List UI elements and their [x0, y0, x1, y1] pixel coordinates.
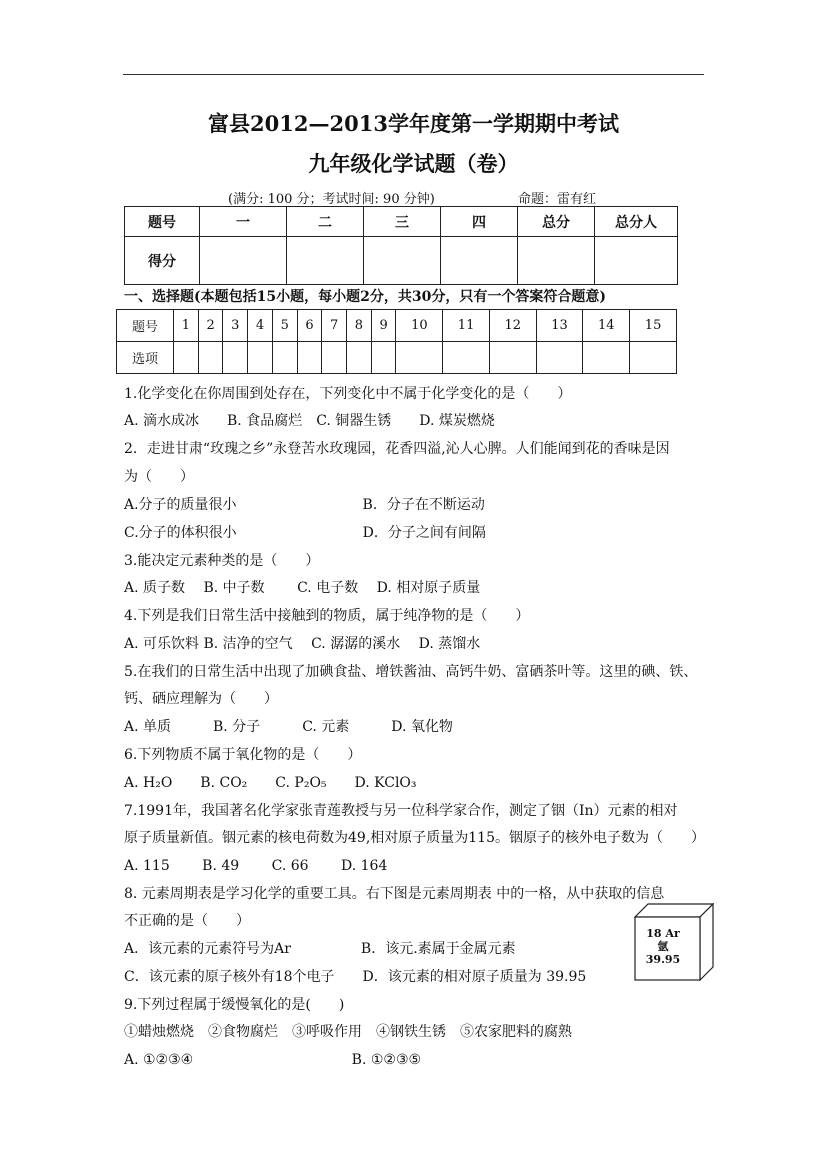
question-line: 5.在我们的日常生活中出现了加碘食盐、增铁酱油、高钙牛奶、富硒茶叶等。这里的碘、铁、	[124, 664, 698, 680]
score-header-cell: 一	[200, 207, 287, 237]
answer-input-cell[interactable]	[198, 342, 223, 374]
answer-number: 6	[297, 310, 322, 342]
question-options: A. H₂O B. CO₂ C. P₂O₅ D. KClO₃	[124, 775, 417, 791]
answer-table	[116, 309, 677, 374]
answer-number: 13	[536, 310, 583, 342]
score-row-label: 得分	[125, 237, 200, 285]
answer-input-cell[interactable]	[248, 342, 273, 374]
question-line: 6.下列物质不属于氧化物的是（ ）	[124, 747, 362, 763]
exam-subtitle: 九年级化学试题（卷）	[308, 151, 519, 176]
question-options: A. 可乐饮料 B. 洁净的空气 C. 潺潺的溪水 D. 蒸馏水	[124, 636, 481, 652]
answer-input-cell[interactable]	[536, 342, 583, 374]
question-line: 原子质量新值。铟元素的核电荷数为49,相对原子质量为115。铟原子的核外电子数为（ ）	[124, 830, 705, 846]
score-input-cell[interactable]	[518, 237, 595, 285]
score-table	[124, 206, 678, 285]
answer-number: 8	[347, 310, 372, 342]
answer-number: 5	[272, 310, 297, 342]
question-line: 4.下列是我们日常生活中接触到的物质，属于纯净物的是（ ）	[124, 608, 530, 624]
score-header-cell: 总分人	[595, 207, 678, 237]
answer-input-cell[interactable]	[489, 342, 536, 374]
question-line: 2．走进甘肃“玫瑰之乡”永登苦水玫瑰园，花香四溢,沁人心脾。人们能闻到花的香味是因	[124, 441, 670, 457]
question-options: A. 质子数 B. 中子数 C. 电子数 D. 相对原子质量	[124, 580, 481, 596]
answer-number: 7	[322, 310, 347, 342]
question-options: A．该元素的元素符号为Ar B．该元.素属于金属元素	[124, 941, 516, 957]
score-input-cell[interactable]	[200, 237, 287, 285]
answer-number: 14	[583, 310, 630, 342]
question-line: 7.1991年，我国著名化学家张青莲教授与另一位科学家合作，测定了铟（In）元素的相对	[124, 803, 678, 819]
score-input-cell[interactable]	[364, 237, 441, 285]
score-header-cell: 三	[364, 207, 441, 237]
question-line: ①蜡烛燃烧 ②食物腐烂 ③呼吸作用 ④钢铁生锈 ⑤农家肥料的腐熟	[124, 1024, 572, 1040]
question-options: A. 单质 B. 分子 C. 元素 D. 氧化物	[124, 719, 453, 735]
periodic-cell-name: 氩	[657, 940, 669, 953]
question-options: A.分子的质量很小 B．分子在不断运动	[124, 497, 485, 513]
question-line: 为（ ）	[124, 469, 194, 485]
question-options: A. 滴水成冰 B. 食品腐烂 C. 铜器生锈 D. 煤炭燃烧	[124, 413, 495, 429]
answer-number: 9	[371, 310, 396, 342]
answer-number: 2	[198, 310, 223, 342]
question-line: 不正确的是（ ）	[124, 913, 250, 929]
answer-number: 4	[248, 310, 273, 342]
answer-number: 11	[443, 310, 490, 342]
periodic-cell-number-symbol: 18 Ar	[646, 927, 680, 940]
question-options: A. 115 B. 49 C. 66 D. 164	[124, 858, 388, 874]
answer-number: 12	[489, 310, 536, 342]
answer-number: 15	[630, 310, 677, 342]
question-options: C.分子的体积很小 D．分子之间有间隔	[124, 525, 486, 541]
answer-input-cell[interactable]	[297, 342, 322, 374]
answer-input-cell[interactable]	[396, 342, 443, 374]
question-options: A. ①②③④ B. ①②③⑤	[124, 1052, 422, 1068]
question-line: 1.化学变化在你周围到处存在，下列变化中不属于化学变化的是（ ）	[124, 386, 572, 402]
periodic-cell-text	[636, 927, 690, 966]
answer-input-cell[interactable]	[443, 342, 490, 374]
question-line: 钙、硒应理解为（ ）	[124, 691, 278, 707]
score-header-cell: 四	[441, 207, 518, 237]
answer-number: 3	[223, 310, 248, 342]
exam-author: 命题：雷有红	[518, 192, 597, 207]
top-rule	[123, 74, 704, 75]
answer-input-cell[interactable]	[322, 342, 347, 374]
score-input-cell[interactable]	[287, 237, 364, 285]
section-heading: 一、选择题(本题包括15小题，每小题2分，共30分，只有一个答案符合题意)	[124, 289, 606, 305]
score-header-cell: 二	[287, 207, 364, 237]
answer-input-cell[interactable]	[583, 342, 630, 374]
periodic-cell-mass: 39.95	[645, 953, 681, 966]
answer-input-cell[interactable]	[272, 342, 297, 374]
score-header-cell: 总分	[518, 207, 595, 237]
answer-row-label: 选项	[117, 342, 174, 374]
answer-input-cell[interactable]	[174, 342, 199, 374]
answer-input-cell[interactable]	[630, 342, 677, 374]
answer-input-cell[interactable]	[371, 342, 396, 374]
score-input-cell[interactable]	[441, 237, 518, 285]
question-line: 3.能决定元素种类的是（ ）	[124, 553, 320, 569]
question-line: 8. 元素周期表是学习化学的重要工具。右下图是元素周期表 中的一格，从中获取的信息	[124, 886, 665, 902]
score-header-cell: 题号	[125, 207, 200, 237]
question-options: C．该元素的原子核外有18个电子 D．该元素的相对原子质量为 39.95	[124, 969, 587, 985]
question-line: 9.下列过程属于缓慢氧化的是( )	[124, 997, 345, 1013]
exam-title: 富县2012—2013学年度第一学期期中考试	[208, 111, 619, 136]
answer-number: 10	[396, 310, 443, 342]
answer-input-cell[interactable]	[347, 342, 372, 374]
answer-row-label: 题号	[117, 310, 174, 342]
exam-meta-info: (满分: 100 分；考试时间: 90 分钟)	[228, 192, 435, 207]
answer-number: 1	[174, 310, 199, 342]
answer-input-cell[interactable]	[223, 342, 248, 374]
score-input-cell[interactable]	[595, 237, 678, 285]
